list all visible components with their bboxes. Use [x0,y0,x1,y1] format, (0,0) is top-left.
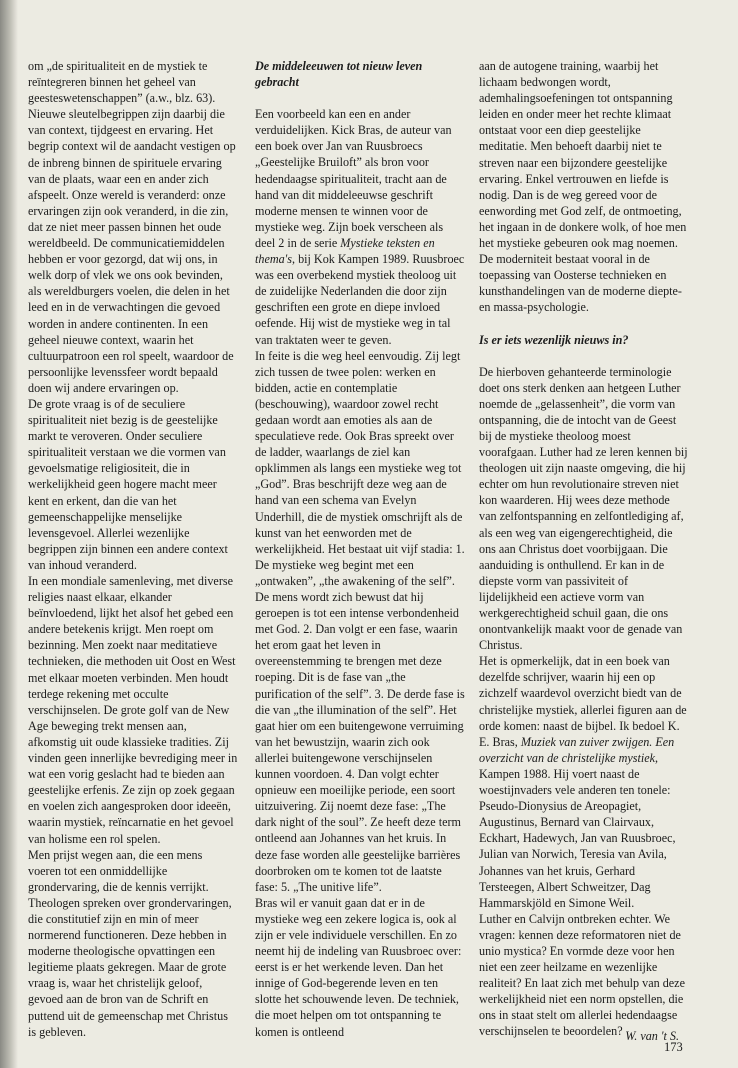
paragraph: aan de autogene training, waarbij het lichaam bedwongen wordt, ademhalingsoefeningen tot ontspanning leiden en onder meer het rechte klimaat ontstaat voor een diep geestelijke meditatie. Men behoeft daarbij niet te streven naar een bijzondere geestelijke ervaring. Enkel vertrouwen en liefde is nodig. Dan is de weg gereed voor de eenwording met God zelf, de ontmoeting, het ingaan in de donkere wolk, of hoe men het mystieke gebeuren ook mag noemen. De moderniteit bestaat vooral in de toepassing van Oosterse technieken en kunsthandelingen van de moderne diepte- en massa-psychologie. [479,59,687,315]
text-column-2 [255,58,465,1040]
paragraph-text: Een voorbeeld kan een en ander verduidelijken. Kick Bras, de auteur van een boek over Jan van Ruusbroecs „Geestelijke Bruiloft” als bron voor hedendaagse spiritualiteit, tracht aan de hand van dit middeleeuwse geschrift moderne mensen te winnen voor de mystieke weg. Zijn boek verscheen als deel 2 in de serie [255,107,452,250]
book-title: Muziek van zuiver zwijgen. Een overzicht van de christelijke mystiek [479,734,675,765]
paragraph: Bras wil er vanuit gaan dat er in de mystieke weg een zekere logica is, ook al zijn er vele individuele verschillen. En zo neemt hij de indeling van Ruusbroec over: eerst is er het werkende leven. Dan het innige of God-begerende leven en ten slotte het schouwende leven. De techniek, die moet helpen om tot ontspanning te komen is ontleend [255,895,462,1039]
paragraph: Men prijst wegen aan, die een mens voeren tot een onmiddellijke grondervaring, die de kennis verrijkt. Theologen spreken over grondervaringen, die constitutief zijn en min of meer normerend functioneren. Deze hebben in moderne theologische opvattingen een legitieme plaats gekregen. Maar de grote vraag is, waar het christelijk geloof, gevoed aan de bron van de Schrift en puttend uit de gemeenschap met Christus is gebleven. [28,847,232,1039]
paragraph: De hierboven gehanteerde terminologie doet ons sterk denken aan hetgeen Luther noemde de „gelassenheit”, die vorm van ontspanning, die de intocht van de Geest bij de mystieke theoloog moest voorafgaan. Luther had ze leren kennen bij theologen uit zijn naaste omgeving, die hij echter om hun revolutionaire streven niet kon waarderen. Hij wees deze methode van zelfontspanning en zelfontlediging af, als een weg van eigengerechtigheid, die ons aan Christus doet voorbijgaan. Die aanduiding is onthullend. Er kan in de diepste vorm van passiviteit of lijdelijkheid een actieve vorm van werkgerechtigheid schuil gaan, die ons onontvankelijk maakt voor de genade van Christus. [479,364,688,653]
paragraph-text: , bij Kok Kampen 1989. Ruusbroec was een overbekend mystiek theoloog uit de zuidelijke Nederlanden die door zijn geschriften een grote en diepe invloed oefende. Hij wist de mystieke weg in tal van traktaten weer te geven. [255,252,465,347]
series-title: Mystieke teksten en thema's [255,235,435,267]
page-number: 173 [664,1040,683,1054]
text-column-1 [28,58,238,1040]
paragraph [479,653,689,911]
paragraph: De grote vraag is of de seculiere spiritualiteit niet bezig is de geestelijke markt te veroveren. Onder seculiere spiritualiteit verstaan we die vormen van gevoelsmatige religiositeit, die in werkelijkheid geen hogere macht meer kent en erkent, dan die van het gemeenschappelijke menselijke levensgevoel. Allerlei wezenlijke begrippen zijn binnen een andere context van inhoud veranderd. [28,396,228,572]
paragraph-text: Het is opmerkelijk, dat in een boek van dezelfde schrijver, waarin hij een op zichzelf waardevol overzicht biedt van de christelijke mystiek, allerlei figuren aan de orde komen: naast de bijbel. Ik bedoel K. E. Bras, [479,654,687,749]
paragraph [255,106,465,347]
text-column-3 [479,58,689,1040]
paragraph: In een mondiale samenleving, met diverse religies naast elkaar, elkander beïnvloedend, lijkt het alsof het gebed een andere betekenis krijgt. Men roept om bezinning. Men zoekt naar meditatieve technieken, die methoden uit Oost en West met elkaar moeten verbinden. Men houdt terdege rekening met occulte verschijnselen. De grote golf van de New Age beweging trekt mensen aan, afkomstig uit oude klassieke tradities. Zij vinden geen innerlijke bevrediging meer in wat een vorig geslacht had te bieden aan geestelijke erfenis. Ze zijn op zoek gegaan en voelen zich aangesproken door ideeën, waarin mystiek, reïncarnatie en het gevoel van holisme een rol spelen. [28,574,238,846]
paragraph: Luther en Calvijn ontbreken echter. We vragen: kennen deze reformatoren niet de unio mystica? En vormde deze voor hen niet een zeer heilzame en wezenlijke realiteit? En laat zich met behulp van deze werkelijkheid niet een norm opstellen, die ons in staat stelt om allerlei hedendaagse verschijnselen te beoordelen? [479,911,685,1039]
paragraph-text: , Kampen 1988. Hij voert naast de woestijnvaders vele anderen ten tonele: Pseudo-Dionysius de Areopagiet, Augustinus, Bernard van Clairvaux, Eckhart, Hadewych, Jan van Ruusbroec, Julian van Norwich, Teresia van Avila, Johannes van het kruis, Gerhard Tersteegen, Albert Schweitzer, Dag Hammarskjöld en Simone Weil. [479,750,676,910]
paragraph: om „de spiritualiteit en de mystiek te reïntegreren binnen het geheel van geesteswetenschappen” (a.w., blz. 63). Nieuwe sleutelbegrippen zijn daarbij die van context, tijdgeest en ervaring. Het begrip context wil de aandacht vestigen op de inbreng binnen de spirituele ervaring van de plaats, waar een en ander zich afspeelt. Onze wereld is veranderd: onze ervaringen zijn ook veranderd, in die zin, dat ze niet meer passen binnen het oude wereldbeeld. De communicatiemiddelen hebben er voor gezorgd, dat wij ons, in welk dorp of vlek we ons ook bevinden, als wereldburgers voelen, die delen in het leed en in de verwachtingen die gevoed worden in andere continenten. In een geheel nieuwe context, waarin het cultuurpatroon een rol speelt, waardoor de persoonlijke levenssfeer wordt bepaald doen wij andere ervaringen op. [28,59,236,395]
section-heading-nieuws: Is er iets wezenlijk nieuws in? [479,332,629,347]
author-signature: W. van 't S. [625,1029,679,1043]
section-heading-middeleeuwen: De middeleeuwen tot nieuw leven gebracht [255,59,423,90]
paragraph: In feite is die weg heel eenvoudig. Zij legt zich tussen de twee polen: werken en bidden, actie en contemplatie (beschouwing), waardoor zowel recht gedaan wordt aan emoties als aan de speculatieve rede. Ook Bras spreekt over de ladder, waarlangs de ziel kan opklimmen als langs een mystieke weg tot „God”. Bras beschrijft deze weg aan de hand van een schema van Evelyn Underhill, die de mystiek omschrijft als de kunst van het eenworden met de werkelijkheid. Het bestaat uit vijf stadia: 1. De mystieke weg begint met een „ontwaken”, „the awakening of the self”. De mens wordt zich bewust dat hij geroepen is tot een intense verbondenheid met God. 2. Dan volgt er een fase, waarin het erom gaat het leven in overeenstemming te brengen met deze roeping. Dit is de fase van „the purification of the self”. 3. De derde fase is die van „the illumination of the self”. Het gaat hier om een buitengewone verruiming van het bewustzijn, waarin zich ook allerlei buitengewone verschijnselen kunnen voordoen. 4. Dan volgt echter opnieuw een moeilijke periode, een soort uitzuivering. Zij noemt deze fase: „The dark night of the soul”. Ze heeft deze term ontleend aan Johannes van het kruis. In deze fase worden alle geestelijke barrières doorbroken om te komen tot de laatste fase: 5. „The unitive life”. [255,348,465,894]
